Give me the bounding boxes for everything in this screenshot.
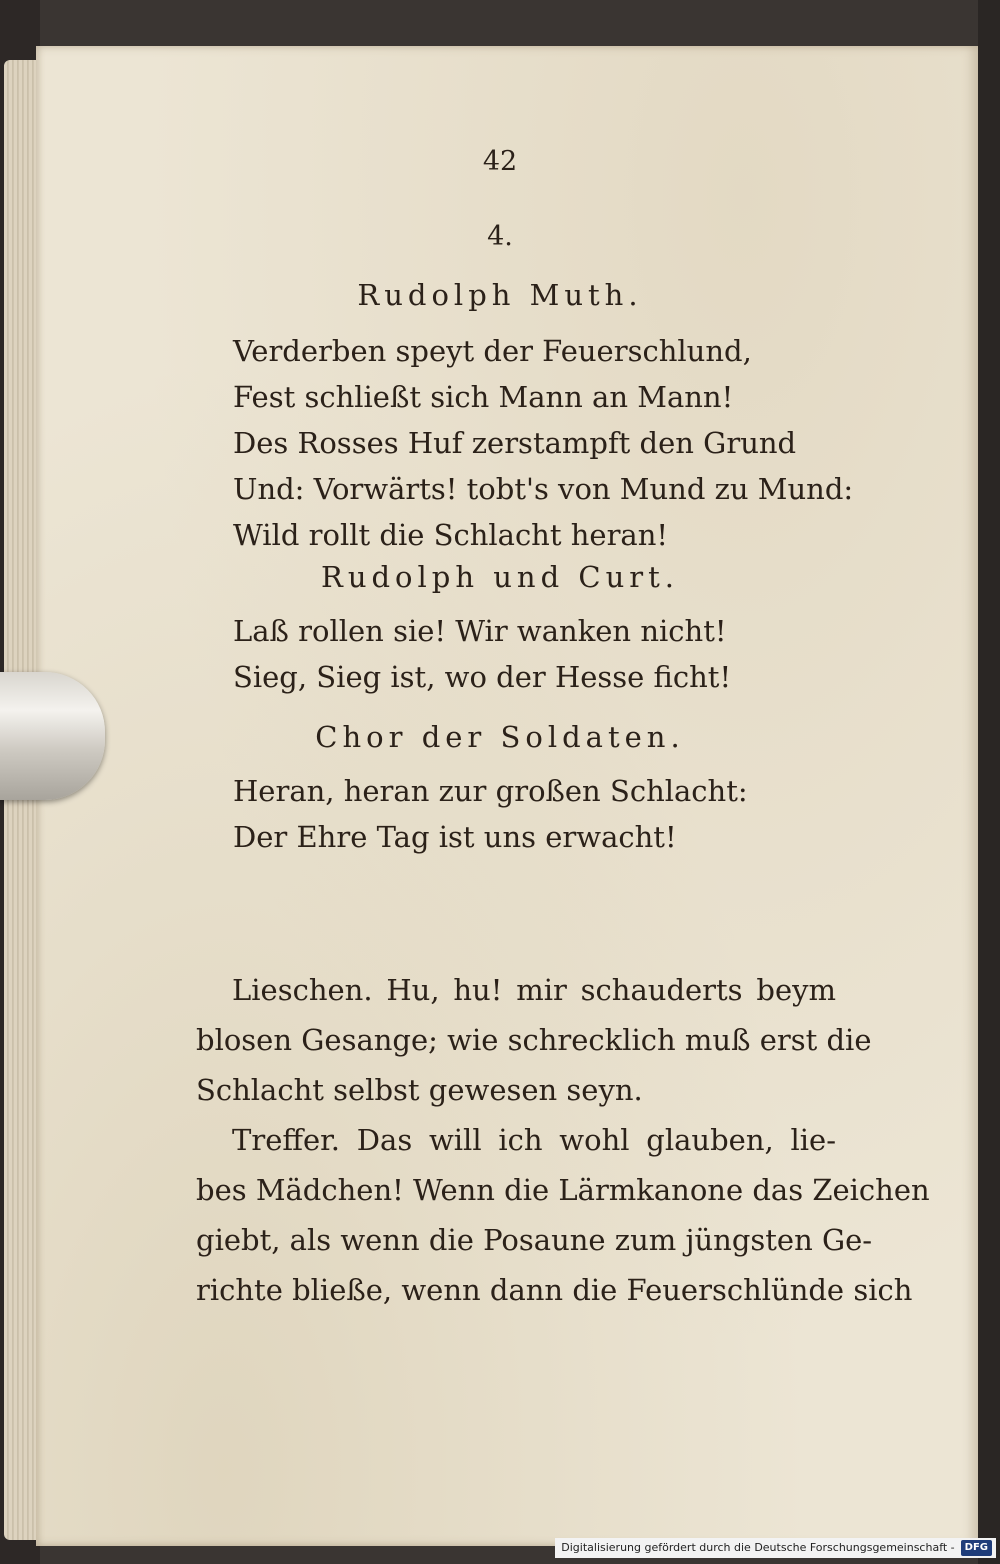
digitization-credit <box>555 1538 996 1558</box>
prose-paragraph <box>196 1115 930 1315</box>
verse-block <box>233 608 731 700</box>
verse-line: Des Rosses Huf zerstampft den Grund <box>233 426 797 460</box>
prose-paragraph <box>196 965 872 1115</box>
verse-line: Verderben speyt der Feuerschlund, <box>233 334 752 368</box>
prose-line: Treffer. Das will ich wohl glauben, lie- <box>232 1123 836 1157</box>
verse-block <box>233 768 748 860</box>
song-number: 4. <box>487 221 513 252</box>
page-number: 42 <box>482 146 518 177</box>
prose-line: giebt, als wenn die Posaune zum jüngsten Ge- <box>196 1223 873 1257</box>
verse-line: Laß rollen sie! Wir wanken nicht! <box>233 614 727 648</box>
prose-line: Lieschen. Hu, hu! mir schauderts beym <box>232 973 836 1007</box>
verse-line: Wild rollt die Schlacht heran! <box>233 518 669 552</box>
prose-line: blosen Gesange; wie schrecklich muß erst die <box>196 1023 872 1057</box>
dfg-logo: DFG <box>961 1540 992 1556</box>
verse-line: Sieg, Sieg ist, wo der Hesse ficht! <box>233 660 732 694</box>
speaker-heading: Rudolph Muth. <box>357 278 643 312</box>
speaker-heading: Chor der Soldaten. <box>315 720 685 754</box>
credit-text: Digitalisierung gefördert durch die Deutsche Forschungsgemeinschaft - <box>561 1541 955 1554</box>
prose-line: bes Mädchen! Wenn die Lärmkanone das Zeichen <box>196 1173 930 1207</box>
verse-line: Der Ehre Tag ist uns erwacht! <box>233 820 677 854</box>
prose-line: richte bließe, wenn dann die Feuerschlünde sich <box>196 1273 913 1307</box>
verse-block <box>233 328 853 558</box>
verse-line: Fest schließt sich Mann an Mann! <box>233 380 734 414</box>
verse-line: Und: Vorwärts! tobt's von Mund zu Mund: <box>233 472 854 506</box>
speaker-heading: Rudolph und Curt. <box>320 560 679 594</box>
verse-line: Heran, heran zur großen Schlacht: <box>233 774 748 808</box>
prose-line: Schlacht selbst gewesen seyn. <box>196 1073 643 1107</box>
